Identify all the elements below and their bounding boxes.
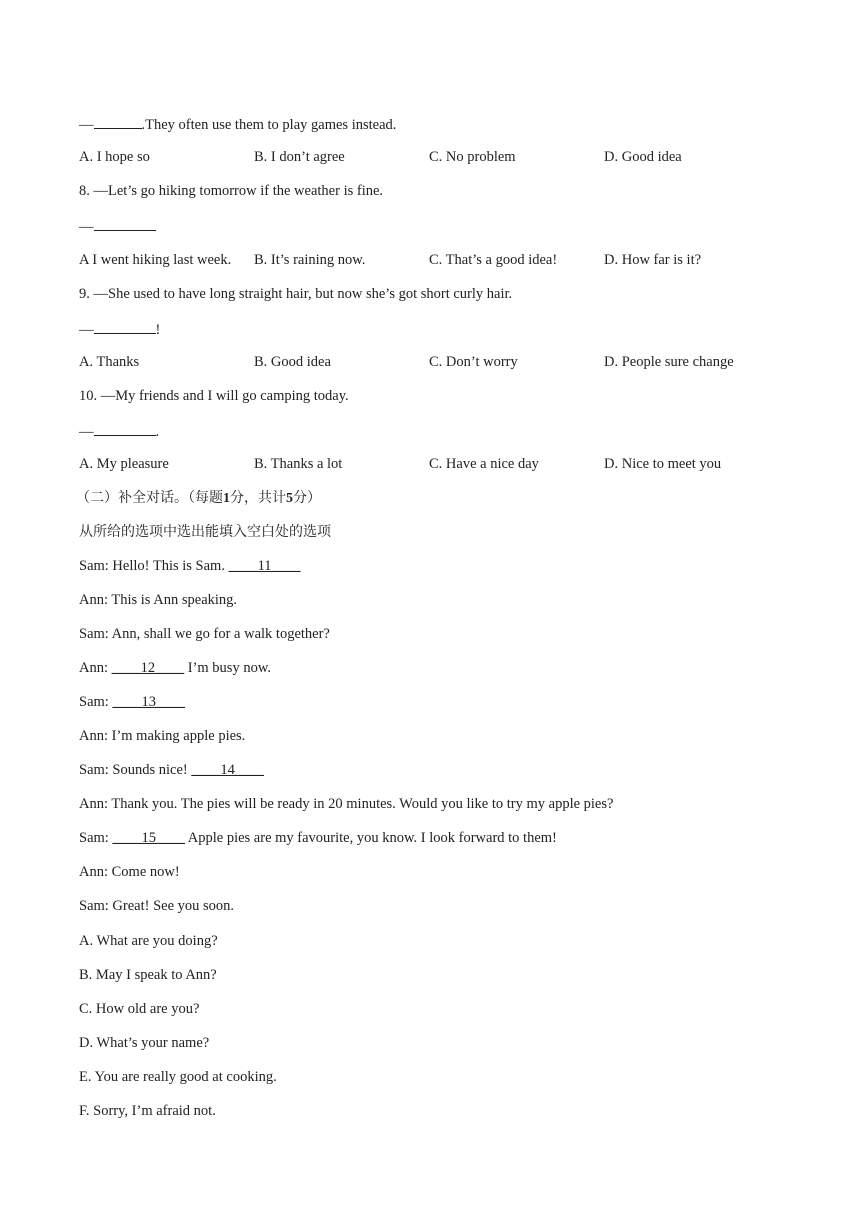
dialogue-line-7	[79, 761, 264, 779]
answer-blank	[94, 319, 156, 334]
q7-option-d: D. Good idea	[604, 149, 682, 165]
q10-options	[79, 455, 779, 473]
q10-answer-line	[79, 421, 159, 441]
q9-option-c: C. Don’t worry	[429, 354, 518, 370]
heading-part: 分）	[293, 490, 321, 506]
q9-option-b: B. Good idea	[254, 354, 331, 370]
choice-c: C. How old are you?	[79, 1001, 200, 1017]
blank-13: ____13____	[112, 694, 185, 710]
choice-a: A. What are you doing?	[79, 933, 218, 949]
dialogue-line-2: Ann: This is Ann speaking.	[79, 592, 238, 608]
q8-answer-line	[79, 216, 156, 236]
q9-answer-line	[79, 319, 160, 339]
line-text: Sam:	[79, 694, 113, 710]
q9-options	[79, 353, 779, 371]
dialogue-line-4	[79, 659, 271, 677]
q8-option-a: A I went hiking last week.	[79, 252, 232, 268]
answer-blank	[94, 421, 156, 436]
q7-option-c: C. No problem	[429, 149, 516, 165]
heading-points: 1	[223, 491, 230, 506]
dialogue-line-5	[79, 693, 185, 711]
heading-part: （二）补全对话。（每题	[76, 490, 223, 506]
q8-options	[79, 251, 779, 269]
answer-blank	[94, 216, 156, 231]
q9-question: 9. —She used to have long straight hair, but now she’s got short curly hair.	[79, 286, 513, 302]
dash: —	[79, 117, 94, 133]
dialogue-line-6: Ann: I’m making apple pies.	[79, 728, 246, 744]
choice-b: B. May I speak to Ann?	[79, 967, 217, 983]
dialogue-line-3: Sam: Ann, shall we go for a walk together?	[79, 626, 330, 642]
choice-f: F. Sorry, I’m afraid not.	[79, 1103, 216, 1119]
exclamation: !	[155, 322, 161, 338]
line-text: Sam: Sounds nice!	[79, 762, 192, 778]
blank-14: ____14____	[191, 762, 264, 778]
dash: —	[79, 219, 94, 235]
blank-12: ____12____	[111, 660, 185, 676]
line-text: Sam:	[79, 830, 113, 846]
q8-option-d: D. How far is it?	[604, 252, 702, 268]
section-instruction: 从所给的选项中选出能填入空白处的选项	[79, 524, 331, 540]
q7-options	[79, 148, 779, 166]
q10-option-d: D. Nice to meet you	[604, 456, 722, 472]
dash: —	[79, 424, 94, 440]
period: .	[155, 424, 160, 440]
q10-option-a: A. My pleasure	[79, 456, 169, 472]
dialogue-line-1	[79, 557, 301, 575]
q8-question: 8. —Let’s go hiking tomorrow if the weather is fine.	[79, 183, 384, 199]
dialogue-line-10: Ann: Come now!	[79, 864, 180, 880]
q7-option-a: A. I hope so	[79, 149, 150, 165]
q8-option-b: B. It’s raining now.	[254, 252, 366, 268]
heading-part: 分，共计	[230, 490, 286, 506]
line-text: Sam: Hello! This is Sam.	[79, 558, 229, 574]
dialogue-line-8: Ann: Thank you. The pies will be ready in 20 minutes. Would you like to try my apple pies?	[79, 796, 614, 812]
q7-answer-text: .They often use them to play games instead.	[141, 117, 397, 133]
line-text: Apple pies are my favourite, you know. I look forward to them!	[184, 830, 557, 846]
section-heading	[76, 489, 321, 508]
q10-question: 10. —My friends and I will go camping today.	[79, 388, 349, 404]
heading-total: 5	[286, 491, 293, 506]
q9-option-d: D. People sure change	[604, 354, 734, 370]
q7-answer-line	[79, 114, 396, 134]
blank-11: ____11____	[228, 558, 301, 574]
dialogue-line-9	[79, 829, 557, 847]
line-text: I’m busy now.	[184, 660, 271, 676]
choice-e: E. You are really good at cooking.	[79, 1069, 277, 1085]
line-text: Ann:	[79, 660, 112, 676]
q10-option-c: C. Have a nice day	[429, 456, 539, 472]
q10-option-b: B. Thanks a lot	[254, 456, 343, 472]
choice-d: D. What’s your name?	[79, 1035, 210, 1051]
answer-blank	[94, 114, 142, 129]
q7-option-b: B. I don’t agree	[254, 149, 345, 165]
dialogue-line-11: Sam: Great! See you soon.	[79, 898, 235, 914]
dash: —	[79, 322, 94, 338]
q8-option-c: C. That’s a good idea!	[429, 252, 558, 268]
blank-15: ____15____	[112, 830, 185, 846]
q9-option-a: A. Thanks	[79, 354, 140, 370]
